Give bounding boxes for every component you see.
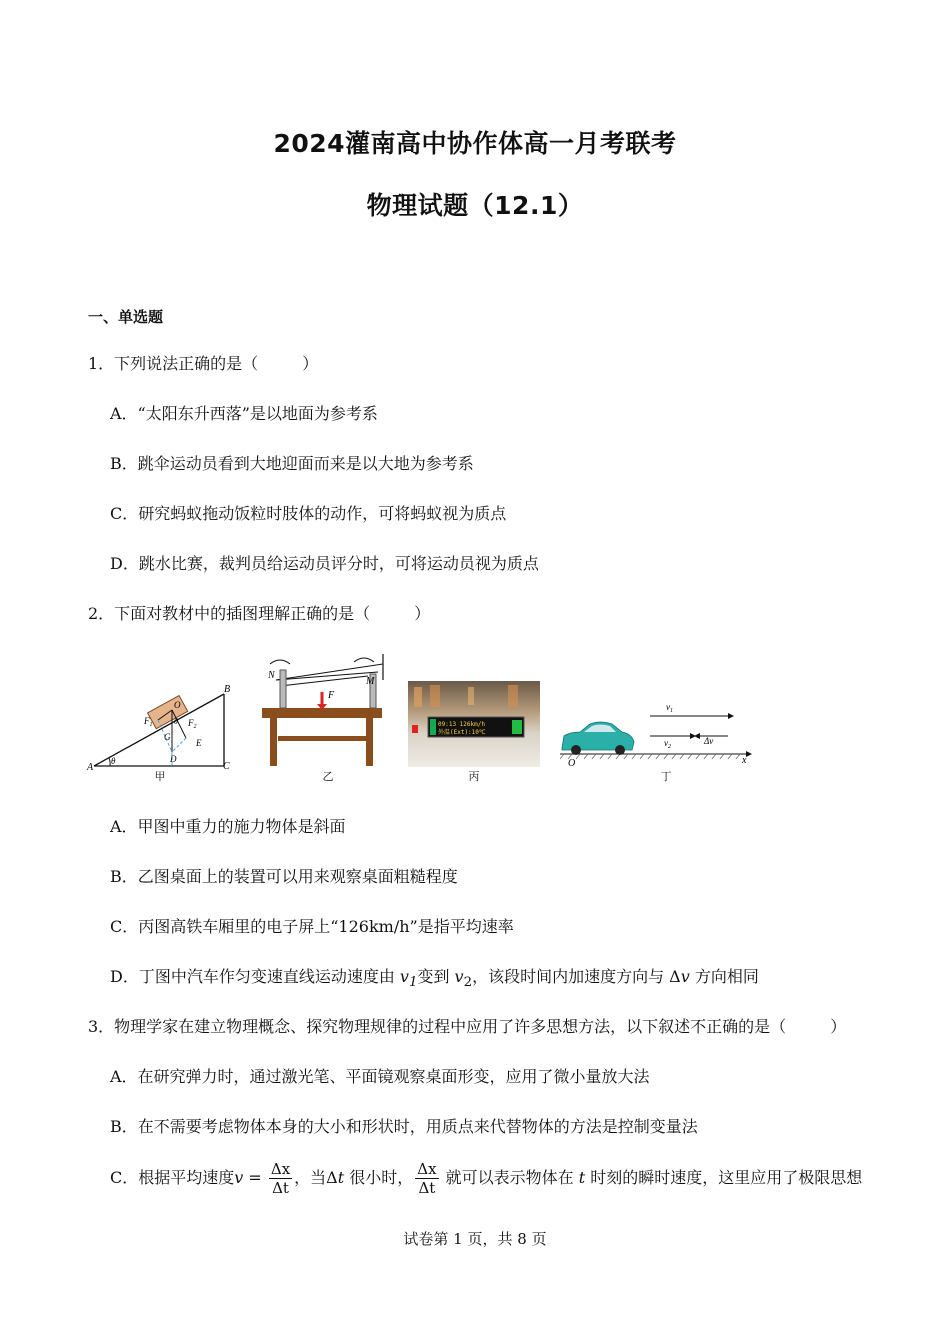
caption-yi: 乙 — [322, 770, 334, 783]
exam-title: 2024灌南高中协作体高一月考联考 — [273, 129, 677, 158]
yi-label-f: F — [328, 690, 335, 701]
jia-label-d: D — [170, 754, 177, 764]
q3-c-t2: t — [578, 1168, 586, 1187]
q2-d-pre: D．丁图中汽车作匀变速直线运动速度由 — [110, 967, 400, 986]
q2-d-mid: 变到 — [417, 967, 455, 986]
q3-c-mid1: ，当Δ — [294, 1168, 338, 1187]
q3-option-a[interactable]: A．在研究弹力时，通过激光笔、平面镜观察桌面形变，应用了微小量放大法 — [110, 1067, 650, 1086]
q3-c-den2: Δt — [418, 1179, 436, 1197]
q2-stem-end: ） — [414, 604, 431, 623]
q2-option-d[interactable] — [110, 964, 759, 990]
q3-c-num2: Δx — [417, 1160, 437, 1178]
jia-label-c: C — [223, 761, 230, 772]
figure-bing-train-screen — [408, 681, 540, 767]
q2-d-v1: v — [399, 967, 409, 986]
q1-stem-end: ） — [302, 354, 319, 373]
bing-screen-line1: 09:13 126km/h — [438, 721, 485, 728]
q3-stem — [88, 1014, 846, 1037]
ding-label-v2: $v_2$ — [664, 738, 671, 750]
jia-label-o: O — [174, 700, 181, 710]
jia-label-theta2: θ — [174, 717, 178, 726]
q3-c-v: v — [234, 1168, 244, 1187]
q3-stem-text: 3．物理学家在建立物理概念、探究物理规律的过程中应用了许多思想方法，以下叙述不正确的是（ — [88, 1017, 787, 1036]
q3-c-eq: = — [243, 1168, 267, 1187]
figure-jia-incline — [86, 680, 236, 780]
q2-d-post: ，该段时间内加速度方向与 Δ — [472, 967, 681, 986]
exam-subtitle: 物理试题（12.1） — [366, 191, 584, 220]
q3-option-b[interactable]: B．在不需要考虑物体本身的大小和形状时，用质点来代替物体的方法是控制变量法 — [110, 1117, 698, 1136]
q3-c-end: 时刻的瞬时速度，这里应用了极限思想 — [585, 1168, 863, 1187]
q1-option-b[interactable]: B．跳伞运动员看到大地迎面而来是以大地为参考系 — [110, 454, 474, 473]
figure-ding-car — [560, 696, 756, 768]
q2-d-v3: v — [680, 967, 690, 986]
q3-c-fraction2 — [415, 1160, 438, 1197]
q1-option-c[interactable]: C．研究蚂蚁拖动饭粒时肢体的动作，可将蚂蚁视为质点 — [110, 504, 507, 523]
q3-c-pre: C．根据平均速度 — [110, 1168, 235, 1187]
q3-c-t1: t — [337, 1168, 345, 1187]
q2-d-v2: v — [454, 967, 464, 986]
yi-label-n: N — [268, 670, 275, 681]
yi-label-m: M — [366, 676, 375, 687]
q3-c-mid3: 就可以表示物体在 — [440, 1168, 579, 1187]
jia-label-e: E — [196, 738, 202, 748]
section-heading: 一、单选题 — [88, 308, 164, 326]
q3-c-num: Δx — [270, 1160, 291, 1178]
bing-screen-line2: 外温(Ext):10℃ — [438, 729, 486, 736]
ding-label-x: x — [742, 755, 747, 766]
caption-jia: 甲 — [154, 770, 166, 783]
jia-label-g: G — [164, 732, 171, 742]
caption-bing: 丙 — [468, 770, 480, 783]
q1-option-d[interactable]: D．跳水比赛，裁判员给运动员评分时，可将运动员视为质点 — [110, 554, 539, 573]
ding-label-dv: Δv — [704, 736, 714, 746]
q3-option-c[interactable] — [110, 1160, 862, 1197]
q3-c-den: Δt — [272, 1179, 289, 1197]
q2-option-c[interactable]: C．丙图高铁车厢里的电子屏上“126km/h”是指平均速率 — [110, 917, 514, 936]
q1-stem — [88, 351, 318, 374]
q2-d-v1-sub: 1 — [408, 975, 418, 991]
q2-option-a[interactable]: A．甲图中重力的施力物体是斜面 — [110, 817, 346, 836]
q2-option-b[interactable]: B．乙图桌面上的装置可以用来观察桌面粗糙程度 — [110, 867, 458, 886]
jia-label-f2: $F_2$ — [188, 718, 197, 730]
q2-d-end: 方向相同 — [689, 967, 759, 986]
jia-label-theta: θ — [111, 756, 116, 766]
q3-c-fraction — [269, 1160, 292, 1197]
q2-d-v2-sub: 2 — [463, 975, 473, 991]
page-footer: 试卷第 1 页，共 8 页 — [403, 1230, 547, 1248]
q2-stem — [88, 601, 430, 624]
q3-c-mid2: 很小时， — [344, 1168, 414, 1187]
ding-label-o: O — [568, 758, 576, 768]
q2-stem-text: 2．下面对教材中的插图理解正确的是（ — [88, 604, 371, 623]
q3-stem-end: ） — [830, 1017, 847, 1036]
jia-label-f1: $F_1$ — [144, 716, 153, 728]
jia-label-b: B — [224, 684, 231, 695]
ding-label-v1: $v_1$ — [666, 702, 673, 714]
figure-yi-table — [258, 650, 388, 770]
jia-label-a: A — [87, 762, 94, 773]
q1-stem-text: 1．下列说法正确的是（ — [88, 354, 259, 373]
q1-option-a[interactable]: A．“太阳东升西落”是以地面为参考系 — [110, 404, 378, 423]
caption-ding: 丁 — [660, 770, 672, 783]
